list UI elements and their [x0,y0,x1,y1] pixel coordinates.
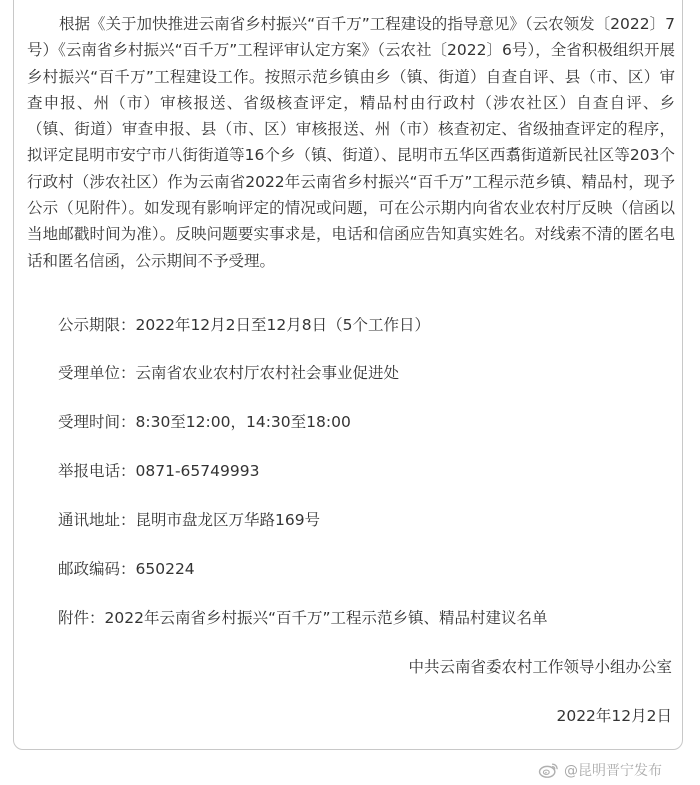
notice-attachment: 附件：2022年云南省乡村振兴“百千万”工程示范乡镇、精品村建议名单 [58,609,548,627]
notice-unit: 受理单位：云南省农业农村厅农村社会事业促进处 [58,364,400,382]
notice-body-text: 根据《关于加快推进云南省乡村振兴“百千万”工程建设的指导意见》（云农领发〔2022〕7号）《云南省乡村振兴“百千万”工程评审认定方案》（云农社〔2022〕6号），全省积极组织开展乡村振兴“百千万”工程建设工作。按照示范乡镇由乡（镇、街道）自查自评、县（市、区）审查申报、州（市）审核报送、省级核查评定，精品村由行政村（涉农社区）自查自评、乡（镇、街道）审查申报、县（市、区）审核报送、州（市）核查初定、省级抽查评定的程序，拟评定昆明市安宁市八街街道等16个乡（镇、街道）、昆明市五华区西翥街道新民社区等203个行政村（涉农社区）作为云南省2022年云南省乡村振兴“百千万”工程示范乡镇、精品村，现予公示（见附件）。如发现有影响评定的情况或问题，可在公示期内向省农业农村厅反映（信函以当地邮戳时间为准）。反映问题要实事求是，电话和信函应告知真实姓名。对线索不清的匿名电话和匿名信函，公示期间不予受理。 [27,15,675,270]
notice-hours: 受理时间：8:30至12:00，14:30至18:00 [58,413,351,431]
weibo-icon [538,761,560,779]
watermark-text: @昆明晋宁发布 [564,763,662,779]
notice-date: 2022年12月2日 [556,707,672,725]
notice-phone: 举报电话：0871-65749993 [58,462,260,480]
notice-issuer: 中共云南省委农村工作领导小组办公室 [408,658,672,676]
notice-period: 公示期限：2022年12月2日至12月8日（5个工作日） [58,316,430,334]
notice-address: 通讯地址：昆明市盘龙区万华路169号 [58,511,321,529]
notice-postcode: 邮政编码：650224 [58,560,195,578]
notice-body [27,11,675,274]
watermark [538,758,662,782]
